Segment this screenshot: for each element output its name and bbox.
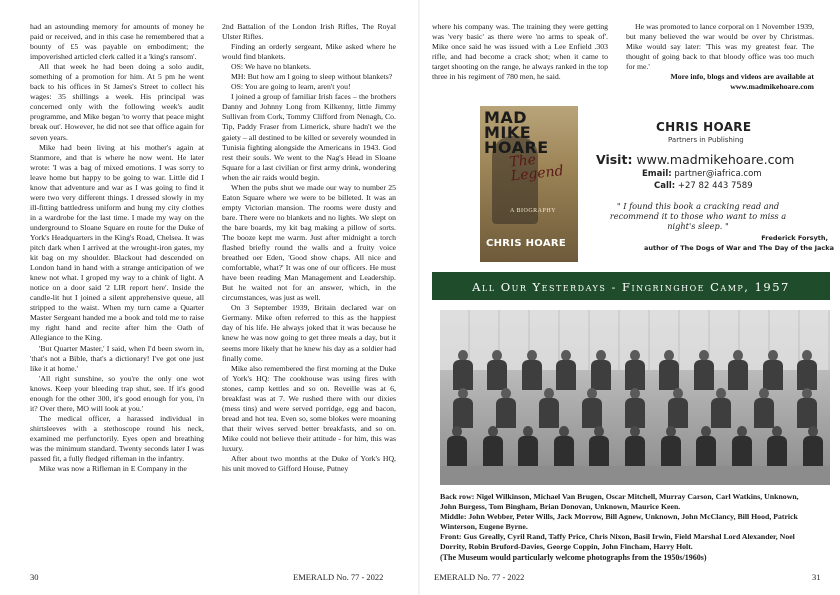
more-info-link: More info, blogs and videos are available at www.madmikehoare.com: [670, 72, 814, 92]
soldier-figure: [586, 426, 612, 466]
paragraph: All that week he had been doing a solo audit, something of a promotion for him. At 5 pm he went back to his offices in St James's Street to collect his wages: 35 shillings a week. His principal was concerned only with the following week's audit programme, and Mike began 'to worry that peace might break out'. However, he did not see that office again for seven years.: [30, 62, 204, 142]
book-title: MAD MIKE HOARE: [484, 108, 549, 157]
review-quote: " I found this book a cracking read and recommend it to those who want to miss a night's sleep. ": [609, 201, 787, 231]
soldier-figure: [622, 350, 648, 390]
soldier-figure: [708, 388, 734, 428]
paragraph: He was promoted to lance corporal on 1 November 1939, but many believed the war would be over by Christmas. Mike would say later: 'This was my greatest fear. The thought of going back to that bloody office was too much for me.': [626, 22, 814, 72]
book-tag: A BIOGRAPHY: [510, 208, 557, 214]
group-photograph: [440, 310, 830, 485]
caption-front-row: Front: Gus Greally, Cyril Rand, Taffy Price, Chris Nixon, Basil Irwin, Field Marshal Lord Alexander, Noel Dorrity, Robin Bruford-Davies, George Coppin, John Fincham, Harry Holt.: [440, 532, 795, 551]
paragraph: Mike had been living at his mother's again at Stanmore, and that is where he now went. He later wrote: 'I was a bag of mixed emotions. I was sorry to leave home but happy to be going to war. Little did I know that adventure and war as I was going to find it were two very different things. I dressed slowly in my ill-fitting battledress uniform and hung my city clothes in a wardrobe for the last time. I made my way on the underground to Sloane Square en route for the Duke of York's Headquarters in the King's Road, Chelsea. It was pitch dark when I arrived at the wrought-iron gates, my kit bag on my shoulder. Blackout had descended on London hand in hand with a strange anticipation of we knew not what. I groped my way to a chink of light. A notice on a door said '2 LIR report here'. Inside the candle-lit hut I joined a silent apprehensive queue, all stripped to the waist. When my turn came a Quarter Master Sergeant handed me a book and told me to raise my right hand and recite after him the Oath of Allegiance to the King.: [30, 142, 204, 343]
paragraph: had an astounding memory for amounts of money he paid or received, and in this case he remembered that a bounty of £5 was payable on embodiment; the impoverished articled clerk called it a 'king's ransom'.: [30, 22, 204, 62]
soldier-figure: [579, 388, 605, 428]
paragraph: OS: You are going to learn, aren't you!: [231, 82, 351, 92]
page-number-left: 30: [30, 572, 39, 582]
soldier-figure: [622, 426, 648, 466]
book-cover: [480, 106, 578, 262]
page-number-right: 31: [812, 572, 821, 582]
soldier-figure: [760, 350, 786, 390]
section-banner: [432, 272, 830, 300]
caption-back-row: Back row: Nigel Wilkinson, Michael Van Brugen, Oscar Mitchell, Murray Carson, Carl Watkins, Unknown, John Burgess, Tom Bingham, Brian Donovan, Unknown, Maurice Keen.: [440, 492, 799, 511]
paragraph: where his company was. The training they were getting was 'very basic' as there were 'no arms to speak of'. Mike once said he was issued with a Lee Enfield .303 rifle, and had become a crack shot; when it came to target shooting on the range, he always ranked in the top three in his regiment of 780 men, he said.: [432, 22, 608, 82]
publisher-tagline: Partners in Publishing: [668, 136, 744, 144]
banner-title: All Our Yesterdays - Fingringhoe Camp, 1957: [472, 280, 790, 294]
quote-author-works: author of The Dogs of War and The Day of the Jacka: [643, 244, 834, 252]
paragraph: The medical officer, a harassed individual in shirtsleeves with a stethoscope round his neck, examined me perfunctorily. Eyes open and breathing was the minimum standard. Twenty seconds later I was passed fit, a fully fledged rifleman in the infantry.: [30, 413, 204, 464]
book-subtitle: The Legend: [508, 151, 565, 185]
paragraph: MH: But how am I going to sleep without blankets?: [231, 72, 393, 82]
caption-note: (The Museum would particularly welcome photographs from the 1950s/1960s): [440, 552, 707, 562]
visit-url: www.madmikehoare.com: [636, 152, 795, 167]
soldier-figure: [693, 426, 719, 466]
left-column-2: [222, 22, 396, 474]
paragraph: Mike also remembered the first morning at the Duke of York's HQ: The cookhouse was using fires with stones, camp kettles and so on. Reveille was at 6, breakfast was at 7. We rushed there with our dixies (mess tins) and were served porridge, egg and bacon, bread and hot tea. Even so, some blokes were moaning that their wives served better breakfasts, and so on. Mike could not believe their attitude - for him, this was luxury.: [222, 363, 396, 453]
soldier-figure: [444, 426, 470, 466]
footer-title-left: EMERALD No. 77 - 2022: [293, 572, 384, 582]
photo-back-row: [450, 350, 820, 390]
soldier-figure: [658, 426, 684, 466]
soldier-figure: [800, 426, 826, 466]
book-author: CHRIS HOARE: [486, 238, 566, 249]
soldier-figure: [665, 388, 691, 428]
left-column-1: [30, 22, 204, 474]
soldier-figure: [656, 350, 682, 390]
right-column-1: [432, 22, 608, 82]
soldier-figure: [725, 350, 751, 390]
soldier-figure: [493, 388, 519, 428]
paragraph: Mike was now a Rifleman in E Company in the: [39, 464, 187, 474]
soldier-figure: [622, 388, 648, 428]
left-page: [0, 0, 418, 595]
publisher-name: CHRIS HOARE: [656, 120, 752, 134]
right-column-2: [626, 22, 814, 92]
right-page: [420, 0, 840, 595]
phone-line: [654, 181, 753, 191]
photo-caption: [440, 492, 816, 563]
soldier-figure: [519, 350, 545, 390]
soldier-figure: [450, 388, 476, 428]
paragraph: 'But Quarter Master,' I said, when I'd been sworn in, 'that's not a Bible, that's a dictionary! I've got one just like it at home.': [30, 343, 204, 373]
paragraph: Finding an orderly sergeant, Mike asked where he would find blankets.: [222, 42, 396, 62]
paragraph: I joined a group of familiar Irish faces – the brothers Danny and Johnny Long from Kilkenny, little Jimmy Sullivan from Cork, Tommy Clifford from Nenagh, Co. Tip, Paddy Fraser from Limerick, shure hadn't we the gaiety – all destined to be killed or severely wounded in Tunisia fighting alongside the Americans in 1943. God rest their souls. We went to the Nag's Head in Sloane Square for a last civilian or first army drink, wondering when the air raids would begin.: [222, 92, 396, 182]
photo-middle-row: [450, 388, 820, 428]
visit-label: Visit:: [596, 152, 633, 167]
soldier-figure: [484, 350, 510, 390]
soldier-figure: [764, 426, 790, 466]
paragraph: On 3 September 1939, Britain declared war on Germany. Mike often referred to this as the happiest day of his life. He always joked that it was because he knew he was now going to get three meals a day, but it seems more likely that he knew his day as a soldier had finally come.: [222, 303, 396, 363]
call-label: Call:: [654, 181, 676, 191]
soldier-figure: [515, 426, 541, 466]
paragraph: OS: We have no blankets.: [231, 62, 311, 72]
soldier-figure: [794, 350, 820, 390]
soldier-figure: [450, 350, 476, 390]
soldier-figure: [729, 426, 755, 466]
soldier-figure: [691, 350, 717, 390]
visit-line: [596, 152, 794, 167]
soldier-figure: [751, 388, 777, 428]
phone-number: +27 82 443 7589: [677, 181, 753, 191]
paragraph: 'All right sunshine, so you're the only one wot knows. Keep your bleeding trap shut, see. If it's good enough for the other 300, it's good enough for you, i'n it? Over there, MO will look at you.': [30, 373, 204, 413]
email-address: partner@iafrica.com: [674, 169, 762, 179]
soldier-figure: [551, 426, 577, 466]
paragraph: After about two months at the Duke of York's HQ, his unit moved to Gifford House, Putney: [222, 454, 396, 474]
email-label: Email:: [642, 169, 672, 179]
caption-middle-row: Middle: John Webber, Peter Wills, Jack Morrow, Bill Agnew, Unknown, John McClancy, Bill Hood, Patrick Winterson, Eugene Byrne.: [440, 512, 798, 531]
paragraph: 2nd Battalion of the London Irish Rifles, The Royal Ulster Rifles.: [222, 22, 396, 42]
soldier-figure: [480, 426, 506, 466]
footer-title-right: EMERALD No. 77 - 2022: [434, 572, 525, 582]
email-line: [642, 169, 762, 179]
book-advertisement: [432, 106, 834, 264]
photo-ground: [440, 466, 830, 485]
paragraph: When the pubs shut we made our way to number 25 Eaton Square where we were to be billeted. It was an empty Victorian mansion. The rooms were dusty and bare. There were no blankets and no lights. We slept on the bare boards, my kit bag making a pillow of sorts. The booze kept me warm. Just after midnight a torch flashed briefly round the walls and a fruity voice breathed oer Eden, 'Good show chaps. All nice and comfortable, what?' It was one of our officers. He must have been reading Man Management and Leadership. But he waited not for an answer, which, in the circumstances, was just as well.: [222, 182, 396, 303]
quote-author: Frederick Forsyth,: [761, 234, 828, 242]
soldier-figure: [536, 388, 562, 428]
soldier-figure: [794, 388, 820, 428]
soldier-figure: [588, 350, 614, 390]
photo-front-row: [444, 426, 826, 466]
soldier-figure: [553, 350, 579, 390]
